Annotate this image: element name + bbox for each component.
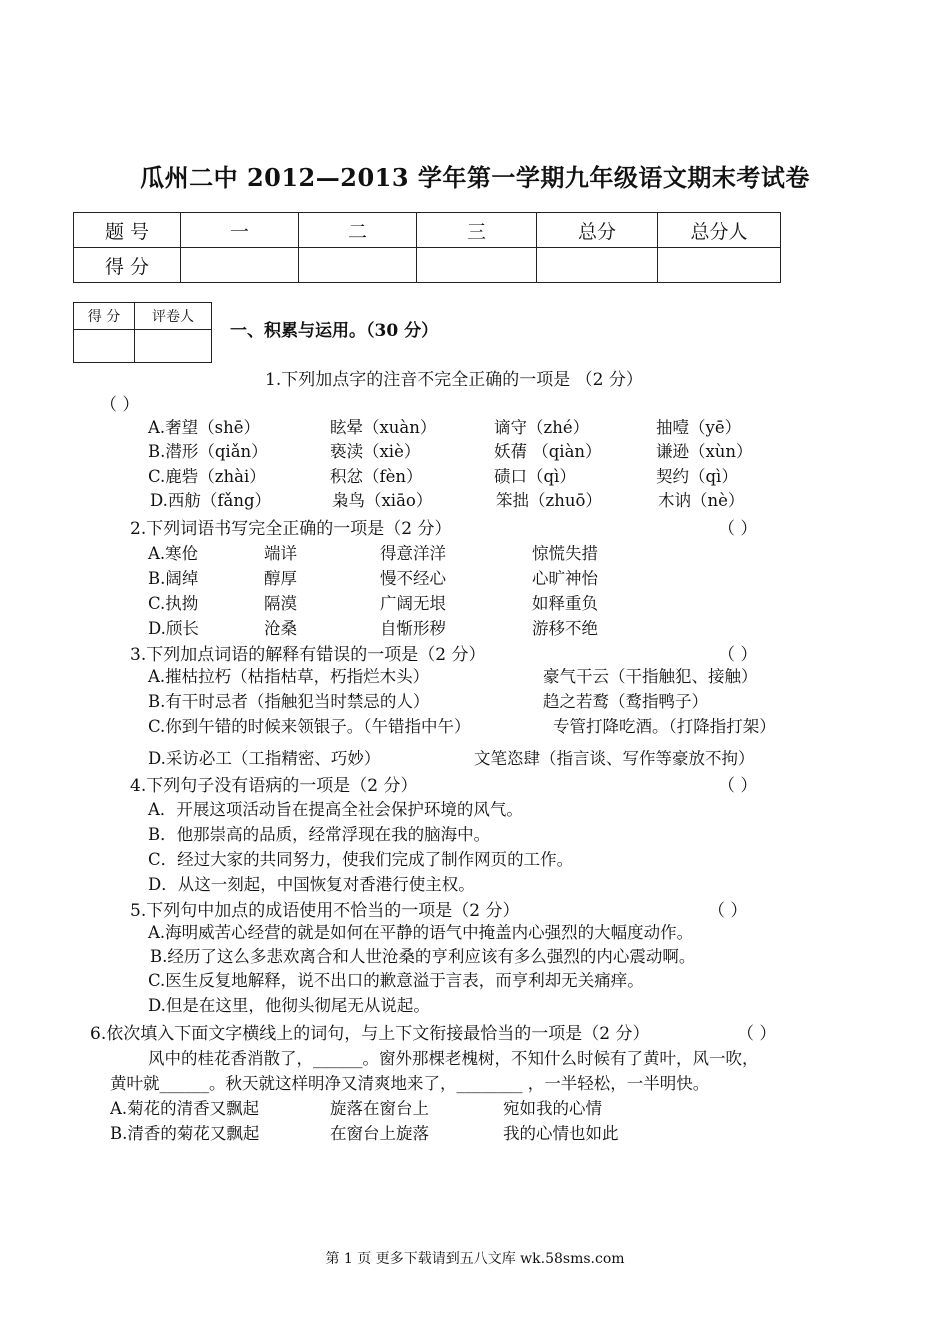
q2-option-a-1: A.寒伧 [148, 544, 199, 563]
score-header-total: 总分 [537, 213, 658, 248]
score-cell [417, 248, 537, 283]
q4-option-a: A．开展这项活动旨在提高全社会保护环境的风气。 [148, 800, 523, 819]
score-cell [181, 248, 299, 283]
q6-option-b-1: B.清香的菊花又飘起 [110, 1124, 260, 1143]
q4-option-b: B．他那崇高的品质，经常浮现在我的脑海中。 [148, 825, 491, 844]
q2-option-a-3: 得意洋洋 [380, 544, 446, 563]
q2-option-d-3: 自惭形秽 [380, 619, 446, 638]
score-row-label: 得 分 [74, 248, 181, 283]
q1-option-a-1: A.奢望（shē） [148, 418, 261, 437]
grader-name-label: 评卷人 [135, 303, 212, 330]
q2-option-c-2: 隔漠 [264, 594, 297, 613]
q6-option-a-3: 宛如我的心情 [503, 1099, 602, 1118]
score-table [73, 212, 781, 283]
q2-option-b-3: 慢不经心 [380, 569, 446, 588]
score-header-1: 一 [181, 213, 299, 248]
q2-option-c-4: 如释重负 [532, 594, 598, 613]
q2-option-a-2: 端详 [264, 544, 297, 563]
q1-option-a-4: 抽噎（yē） [656, 418, 742, 437]
question-3-blank: （ ） [718, 645, 758, 665]
grader-cell [135, 330, 212, 363]
q2-option-b-2: 醇厚 [264, 569, 297, 588]
q3-option-b-2: 趋之若鹜（鹜指鸭子） [543, 692, 708, 711]
q5-option-b: B.经历了这么多悲欢离合和人世沧桑的亨利应该有多么强烈的内心震动啊。 [150, 947, 696, 966]
q3-option-c-1: C.你到午错的时候来领银子。（午错指中午） [148, 717, 471, 736]
grader-box [73, 302, 212, 363]
q2-option-d-2: 沧桑 [264, 619, 297, 638]
question-1-stem: 1.下列加点字的注音不完全正确的一项是 （2 分） [265, 370, 643, 390]
score-cell [658, 248, 781, 283]
q6-option-a-1: A.菊花的清香又飘起 [110, 1099, 260, 1118]
q3-option-d-2: 文笔恣肆（指言谈、写作等豪放不拘） [474, 749, 755, 768]
page-title: 瓜州二中 2012—2013 学年第一学期九年级语文期末考试卷 [140, 163, 810, 192]
score-header-3: 三 [417, 213, 537, 248]
q3-option-b-1: B.有干时忌者（指触犯当时禁忌的人） [148, 692, 430, 711]
q1-option-d-4: 木讷（nè） [658, 491, 745, 510]
question-6-stem: 6.依次填入下面文字横线上的词句，与上下文衔接最恰当的一项是（2 分） [90, 1024, 650, 1044]
score-cell [537, 248, 658, 283]
question-6-blank: （ ） [737, 1024, 777, 1044]
q5-option-a: A.海明威苦心经营的就是如何在平静的语气中掩盖内心强烈的大幅度动作。 [148, 923, 694, 942]
q1-option-b-2: 亵渎（xiè） [330, 442, 421, 461]
q1-option-d-1: D.西舫（fǎng） [150, 491, 272, 510]
q2-option-b-1: B.阔绰 [148, 569, 199, 588]
grader-score-label: 得 分 [74, 303, 135, 330]
q1-option-c-3: 碛口（qì） [494, 467, 576, 486]
question-4-stem: 4.下列句子没有语病的一项是（2 分） [130, 776, 418, 796]
question-5-blank: （ ） [708, 901, 748, 921]
q2-option-c-3: 广阔无垠 [380, 594, 446, 613]
q1-option-b-1: B.潜形（qiǎn） [148, 442, 268, 461]
q6-option-b-3: 我的心情也如此 [503, 1124, 619, 1143]
q1-option-a-2: 眩晕（xuàn） [330, 418, 437, 437]
score-header-2: 二 [299, 213, 417, 248]
q5-option-c: C.医生反复地解释，说不出口的歉意溢于言表，而亨利却无关痛痒。 [148, 971, 644, 990]
question-2-stem: 2.下列词语书写完全正确的一项是（2 分） [130, 519, 452, 539]
q4-option-c: C．经过大家的共同努力，使我们完成了制作网页的工作。 [148, 850, 574, 869]
q1-option-d-3: 笨拙（zhuō） [496, 491, 602, 510]
score-header-label: 题 号 [74, 213, 181, 248]
q2-option-d-1: D.颀长 [148, 619, 199, 638]
page-footer: 第 1 页 更多下载请到五八文库 wk.58sms.com [325, 1251, 625, 1267]
question-4-blank: （ ） [718, 776, 758, 796]
q3-option-c-2: 专管打降吃酒。（打降指打架） [553, 717, 776, 736]
q2-option-b-4: 心旷神怡 [532, 569, 598, 588]
question-1-blank: （ ） [100, 395, 140, 415]
q6-option-a-2: 旋落在窗台上 [330, 1099, 429, 1118]
question-2-blank: （ ） [718, 519, 758, 539]
q6-option-b-2: 在窗台上旋落 [330, 1124, 429, 1143]
question-5-stem: 5.下列句中加点的成语使用不恰当的一项是（2 分） [130, 901, 520, 921]
q4-option-d: D．从这一刻起，中国恢复对香港行使主权。 [148, 875, 475, 894]
q3-option-a-1: A.摧枯拉朽（枯指枯草，朽指烂木头） [148, 667, 430, 686]
question-3-stem: 3.下列加点词语的解释有错误的一项是（2 分） [130, 645, 486, 665]
q2-option-c-1: C.执拗 [148, 594, 199, 613]
q1-option-a-3: 谪守（zhé） [494, 418, 590, 437]
q1-option-c-4: 契约（qì） [656, 467, 738, 486]
q3-option-a-2: 豪气干云（干指触犯、接触） [543, 667, 758, 686]
q2-option-a-4: 惊慌失措 [532, 544, 598, 563]
q5-option-d: D.但是在这里，他彻头彻尾无从说起。 [148, 996, 430, 1015]
score-header-scorer: 总分人 [658, 213, 781, 248]
grader-cell [74, 330, 135, 363]
q1-option-d-2: 枭鸟（xiāo） [332, 491, 433, 510]
q3-option-d-1: D.采访必工（工指精密、巧妙） [148, 749, 381, 768]
q1-option-c-1: C.鹿砦（zhài） [148, 467, 266, 486]
question-6-paragraph-1: 风中的桂花香消散了，______。窗外那棵老槐树，不知什么时候有了黄叶，风一吹， [148, 1049, 759, 1068]
q1-option-b-4: 谦逊（xùn） [656, 442, 753, 461]
section-heading: 一、积累与运用。（30 分） [230, 321, 439, 341]
score-cell [299, 248, 417, 283]
q1-option-c-2: 积忿（fèn） [330, 467, 423, 486]
q1-option-b-3: 妖蒨 （qiàn） [494, 442, 602, 461]
question-6-paragraph-2: 黄叶就______。秋天就这样明净又清爽地来了，________ ，一半轻松，一半明快。 [110, 1074, 710, 1093]
q2-option-d-4: 游移不绝 [532, 619, 598, 638]
